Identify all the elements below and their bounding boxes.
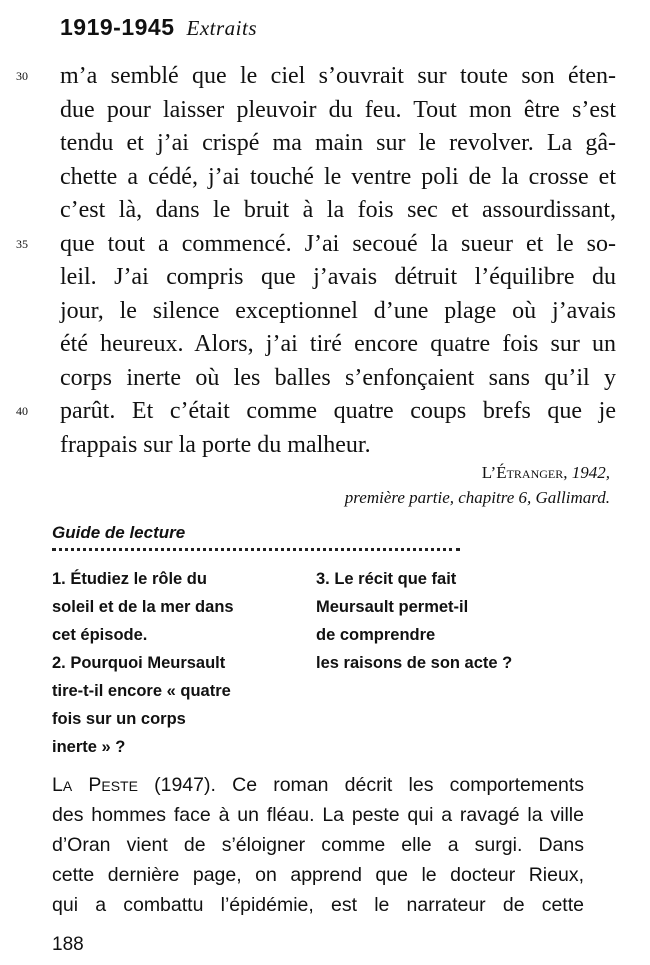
guide-line: Meursault permet-il (316, 598, 469, 616)
excerpt-text (16, 60, 616, 462)
guide-line: 1. Étudiez le rôle du (52, 570, 207, 588)
excerpt-line: c’est là, dans le bruit à la fois sec et assourdissant, (60, 197, 616, 223)
guide-line: inerte » ? (52, 738, 126, 756)
excerpt-line: chette a cédé, j’ai touché le ventre poli de la crosse et (60, 163, 616, 190)
line-number: 35 (16, 236, 28, 251)
guide-questions-right (316, 565, 576, 677)
excerpt-line: frappais sur la porte du malheur. (60, 431, 371, 458)
excerpt-line: 40 parût. Et c’était comme quatre coups brefs que je (60, 395, 616, 429)
excerpt-line: corps inerte où les balles s’enfonçaient sans qu’il y (60, 364, 616, 391)
presentation-title: La Peste (52, 774, 138, 796)
header-section: Extraits (186, 16, 257, 40)
running-head (60, 14, 257, 41)
line-number: 30 (16, 69, 28, 83)
source-reference (345, 460, 610, 510)
page-number: 188 (52, 934, 84, 955)
excerpt-line: tendu et j’ai crispé ma main sur le revolver. La gâ- (60, 130, 616, 156)
line-number: 40 (16, 404, 28, 418)
guide-line: tire-t-il encore « quatre (52, 682, 231, 700)
dotted-divider (52, 548, 460, 551)
guide-line: 2. Pourquoi Meursault (52, 654, 226, 672)
excerpt-line: due pour laisser pleuvoir du feu. Tout mon être s’est (60, 96, 616, 123)
source-work: L’Étranger, (481, 463, 568, 482)
excerpt-line: 30 m’a semblé que le ciel s’ouvrait sur toute son éten- (60, 60, 616, 94)
presentation-text (52, 770, 584, 920)
header-years: 1919-1945 (60, 14, 175, 40)
guide-line: soleil et de la mer dans (52, 598, 234, 616)
presentation-line: des hommes face à un fléau. La peste qui a ravagé la ville (52, 804, 584, 826)
source-year: 1942, (571, 463, 610, 482)
guide-title: Guide de lecture (52, 523, 186, 542)
source-details: première partie, chapitre 6, Gallimard. (344, 488, 610, 507)
guide-line: fois sur un corps (52, 710, 186, 728)
excerpt-line: été heureux. Alors, j’ai tiré encore quatre fois sur un (60, 331, 616, 357)
excerpt-line: 35 que tout a commencé. J’ai secoué la sueur et le so- (60, 228, 616, 262)
guide-line: cet épisode. (52, 626, 148, 644)
guide-line: 3. Le récit que fait (316, 570, 457, 588)
presentation-line: d’Oran vient de s’éloigner comme elle a surgi. Dans (52, 834, 584, 856)
guide-line: de comprendre (316, 626, 436, 644)
presentation-line: La Peste (1947). Ce roman décrit les comportements (52, 774, 585, 796)
presentation-line: qui a combattu l’épidémie, est le narrateur de cette (52, 894, 584, 916)
presentation-line: cette dernière page, on apprend que le docteur Rieux, (52, 864, 584, 886)
excerpt-line: jour, le silence exceptionnel d’une plage où j’avais (60, 297, 616, 324)
guide-line: les raisons de son acte ? (316, 654, 513, 672)
guide-questions-left (52, 565, 292, 761)
presentation-year: (1947). (154, 774, 216, 796)
excerpt-line: leil. J’ai compris que j’avais détruit l’équilibre du (60, 264, 616, 290)
